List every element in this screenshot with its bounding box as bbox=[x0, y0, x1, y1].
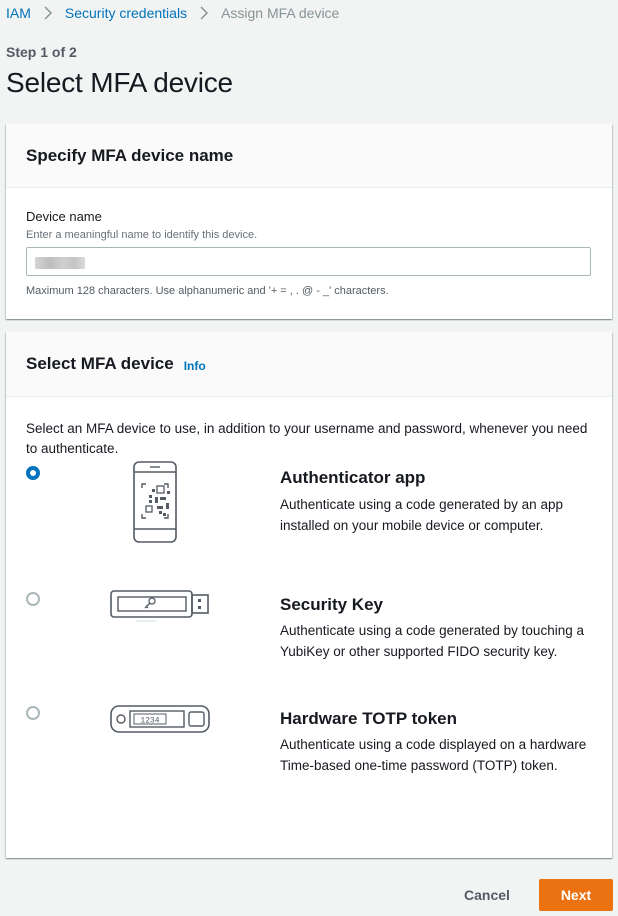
select-device-panel-header bbox=[6, 332, 612, 397]
select-device-panel bbox=[6, 332, 612, 858]
device-name-panel-header bbox=[6, 124, 612, 188]
step-label: Step 1 of 2 bbox=[6, 44, 77, 60]
device-intro-text: Select an MFA device to use, in addition to your username and password, whenever you need to authenticate. bbox=[26, 421, 588, 456]
authenticator-app-description: Authenticate using a code generated by an app installed on your mobile device or computer. bbox=[280, 497, 563, 533]
device-name-input[interactable] bbox=[26, 247, 591, 276]
usb-key-icon bbox=[110, 587, 210, 623]
device-name-constraint: Maximum 128 characters. Use alphanumeric and '+ = , . @ - _' characters. bbox=[26, 285, 389, 297]
totp-token-icon bbox=[110, 704, 210, 734]
radio-hardware-totp[interactable] bbox=[26, 706, 40, 720]
chevron-right-icon bbox=[196, 5, 212, 21]
hardware-totp-title: Hardware TOTP token bbox=[280, 709, 457, 728]
device-name-panel-title: Specify MFA device name bbox=[26, 145, 234, 165]
device-name-panel bbox=[6, 124, 612, 319]
token-display-digits: 1234 bbox=[140, 716, 160, 726]
radio-security-key[interactable] bbox=[26, 592, 40, 606]
authenticator-app-title: Authenticator app bbox=[280, 468, 426, 487]
security-key-title: Security Key bbox=[280, 595, 383, 614]
breadcrumb-security-credentials[interactable]: Security credentials bbox=[64, 5, 188, 21]
next-button[interactable]: Next bbox=[539, 879, 613, 911]
breadcrumb-assign-mfa-device: Assign MFA device bbox=[221, 5, 340, 21]
breadcrumb bbox=[6, 4, 339, 22]
radio-authenticator-app[interactable] bbox=[26, 466, 40, 480]
select-device-panel-title: Select MFA device bbox=[26, 354, 174, 373]
cancel-button[interactable]: Cancel bbox=[447, 879, 527, 911]
security-key-description: Authenticate using a code generated by touching a YubiKey or other supported FIDO security key. bbox=[280, 623, 584, 659]
hardware-totp-description: Authenticate using a code displayed on a hardware Time-based one-time password (TOTP) token. bbox=[280, 737, 587, 773]
mobile-qr-icon bbox=[133, 461, 177, 543]
page-title: Select MFA device bbox=[6, 67, 233, 98]
info-link[interactable]: Info bbox=[183, 358, 206, 373]
breadcrumb-iam[interactable]: IAM bbox=[6, 5, 31, 21]
chevron-right-icon bbox=[40, 5, 56, 21]
device-name-description: Enter a meaningful name to identify this device. bbox=[26, 229, 258, 241]
redacted-device-name bbox=[35, 257, 85, 269]
device-name-label: Device name bbox=[26, 209, 102, 224]
